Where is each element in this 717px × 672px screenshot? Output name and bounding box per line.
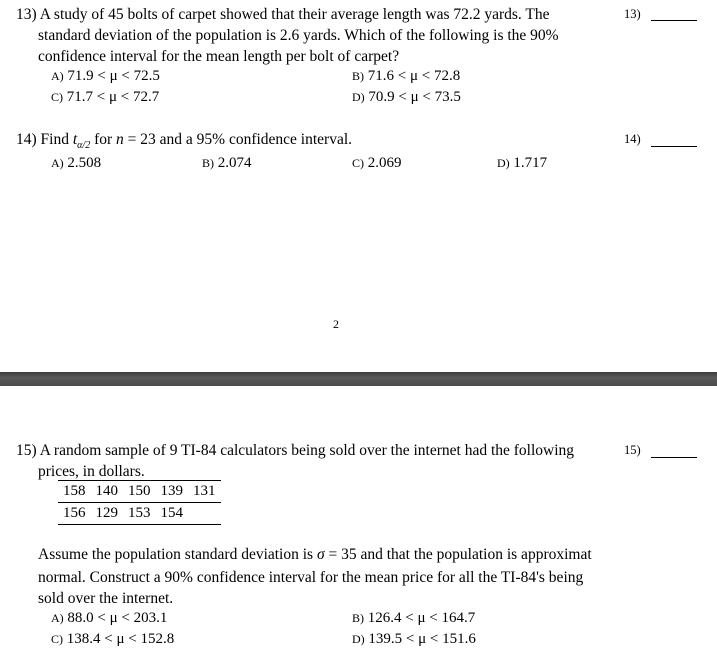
q13-option-c: C) 71.7 < μ < 72.7 [51,89,160,105]
q13-answer-blank[interactable] [651,20,697,21]
price-cell: 150 [123,481,156,503]
price-cell: 129 [91,503,124,525]
q13-option-b: B) 71.6 < μ < 72.8 [352,68,461,84]
q15-option-a: A) 88.0 < μ < 203.1 [51,610,168,626]
q15-answer-blank[interactable] [651,457,697,458]
q13-option-a: A) 71.9 < μ < 72.5 [51,68,160,84]
q15-option-c: C) 138.4 < μ < 152.8 [51,631,175,647]
q15-line4: normal. Construct a 90% confidence interval for the mean price for all the TI-84's being [38,569,584,586]
q15-line1: A random sample of 9 TI-84 calculators being sold over the internet had the following [39,442,575,459]
q13-option-d: D) 70.9 < μ < 73.5 [352,89,461,105]
q15-text-line1 [16,441,574,462]
price-cell: 139 [156,481,189,503]
q13-line2: standard deviation of the population is 2.6 yards. Which of the following is the 90% [38,27,559,44]
q14-answer-blank[interactable] [651,146,697,147]
price-cell: 131 [188,481,221,503]
q13-number: 13) [16,6,37,23]
q14-number: 14) [16,131,37,148]
q15-line2: prices, in dollars. [38,463,145,480]
q15-option-b: B) 126.4 < μ < 164.7 [352,610,476,626]
q14-option-c: C) 2.069 [352,155,402,171]
price-cell: 140 [91,481,124,503]
q15-line5: sold over the internet. [38,590,174,607]
q14-option-a: A) 2.508 [51,155,102,171]
price-cell-empty [188,503,221,525]
price-cell: 153 [123,503,156,525]
q14-t-subscript: α/2 [77,140,91,151]
q15-option-d: D) 139.5 < μ < 151.6 [352,631,476,647]
price-cell: 154 [156,503,189,525]
q15-number: 15) [16,442,37,459]
q13-answer-number: 13) [624,7,641,21]
price-cell: 158 [58,481,91,503]
page-divider [0,372,717,386]
q14-answer-number: 14) [624,132,641,146]
q13-line3: confidence interval for the mean length per bolt of carpet? [38,48,400,65]
q14-text: 14) Find $t_{\alpha/2}$ for n = 23 and a 95% confidence interval. [16,131,353,151]
q13-text-line1 [16,5,550,26]
q14-option-d: D) 1.717 [497,155,548,171]
page-number: 2 [333,317,339,331]
q15-answer-number: 15) [624,443,641,457]
q13-line1: A study of 45 bolts of carpet showed that their average length was 72.2 yards. The [39,6,550,23]
q15-prices-table [58,480,221,525]
q14-option-b: B) 2.074 [202,155,252,171]
q15-line3: Assume the population standard deviation is σ = 35 and that the population is approximat [38,546,592,563]
price-cell: 156 [58,503,91,525]
